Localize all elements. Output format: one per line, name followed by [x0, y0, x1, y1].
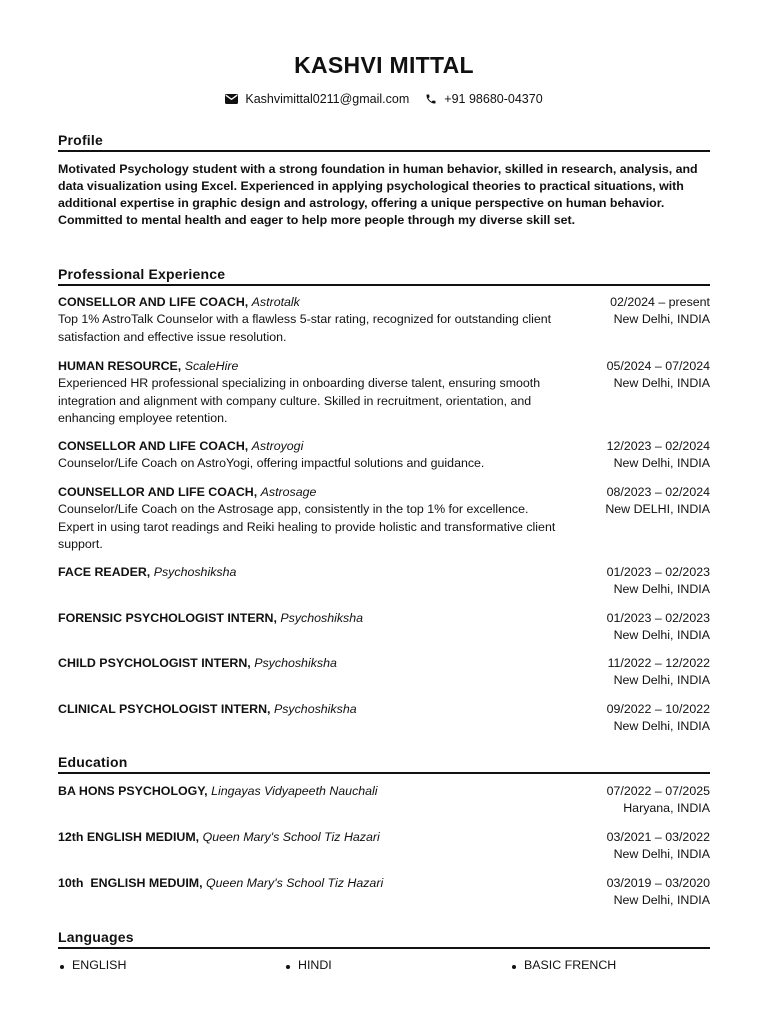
language-item: [60, 958, 126, 972]
language-item: [512, 958, 616, 972]
entry-location: New Delhi, INDIA: [613, 719, 710, 734]
entry-location: New DELHI, INDIA: [605, 502, 710, 517]
entry-description: Counselor/Life Coach on AstroYogi, offering impactful solutions and guidance.: [58, 456, 485, 471]
entry-degree: 12th ENGLISH MEDIUM,: [58, 830, 200, 844]
entry-degree: 10th ENGLISH MEDUIM,: [58, 876, 203, 890]
entry-dates: 07/2022 – 07/2025: [606, 784, 710, 798]
entry-organization: Astroyogi: [251, 439, 304, 453]
bullet-icon: [60, 965, 64, 969]
experience-entry: [58, 438, 710, 473]
bullet-icon: [512, 965, 516, 969]
contact-row: [58, 92, 710, 106]
entry-location: New Delhi, INDIA: [613, 582, 710, 597]
bullet-icon: [286, 965, 290, 969]
entry-location: New Delhi, INDIA: [613, 376, 710, 391]
entry-dates: 08/2023 – 02/2024: [606, 485, 710, 499]
entry-description: Counselor/Life Coach on the Astrosage app, consistently in the top 1% for excellence. Expert in using tarot readings and Reiki healing to provide holistic and transformative client support.: [58, 502, 556, 552]
language-label: BASIC FRENCH: [524, 958, 617, 972]
profile-heading: Profile: [58, 132, 710, 152]
experience-entry: [58, 610, 710, 643]
entry-dates: 03/2019 – 03/2020: [606, 876, 710, 890]
entry-role: COUNSELLOR AND LIFE COACH,: [58, 485, 258, 499]
entry-dates: 11/2022 – 12/2022: [607, 656, 710, 670]
education-entry: [58, 875, 710, 908]
entry-organization: Astrotalk: [251, 295, 300, 309]
entry-organization: Psychoshiksha: [273, 702, 357, 716]
entry-location: New Delhi, INDIA: [613, 847, 710, 862]
entry-institution: Lingayas Vidyapeeth Nauchali: [211, 784, 378, 798]
entry-institution: Queen Mary's School Tiz Hazari: [202, 830, 380, 844]
email-contact[interactable]: [225, 92, 409, 106]
entry-role: FACE READER,: [58, 565, 151, 579]
entry-role: FORENSIC PSYCHOLOGIST INTERN,: [58, 611, 277, 625]
entry-location: New Delhi, INDIA: [613, 628, 710, 643]
language-label: ENGLISH: [72, 958, 127, 972]
entry-dates: 02/2024 – present: [610, 295, 710, 309]
entry-organization: Astrosage: [260, 485, 317, 499]
language-item: [286, 958, 332, 972]
entry-role: HUMAN RESOURCE,: [58, 359, 182, 373]
experience-entry: [58, 701, 710, 734]
entry-dates: 09/2022 – 10/2022: [606, 702, 710, 716]
entry-location: New Delhi, INDIA: [613, 456, 710, 471]
entry-role: CONSELLOR AND LIFE COACH,: [58, 295, 249, 309]
experience-entry: [58, 655, 710, 688]
entry-institution: Queen Mary's School Tiz Hazari: [206, 876, 384, 890]
entry-location: New Delhi, INDIA: [613, 673, 710, 688]
profile-summary: Motivated Psychology student with a strong foundation in human behavior, skilled in research, analysis, and data visualization using Excel. Experienced in applying psychological theories to practical situations, with additional expertise in graphic design and astrology, offering a unique perspective on human behavior. Committed to mental health and eager to help more people through my diverse skill set.: [58, 162, 698, 227]
candidate-name: KASHVI MITTAL: [294, 52, 474, 78]
experience-entry: [58, 294, 710, 346]
language-label: HINDI: [298, 958, 332, 972]
experience-entry: [58, 564, 710, 597]
entry-role: CONSELLOR AND LIFE COACH,: [58, 439, 249, 453]
phone-icon: [425, 93, 437, 105]
entry-organization: Psychoshiksha: [280, 611, 364, 625]
entry-role: CLINICAL PSYCHOLOGIST INTERN,: [58, 702, 271, 716]
email-text[interactable]: Kashvimittal0211@gmail.com: [245, 92, 410, 106]
phone-contact[interactable]: [425, 92, 542, 106]
entry-description: Experienced HR professional specializing in onboarding diverse talent, ensuring smooth integration and alignment with company culture. Skilled in recruitment, orientation, and enhancing employee retention.: [58, 376, 541, 426]
education-heading: Education: [58, 754, 710, 774]
entry-organization: ScaleHire: [184, 359, 239, 373]
entry-dates: 03/2021 – 03/2022: [606, 830, 710, 844]
entry-degree: BA HONS PSYCHOLOGY,: [58, 784, 208, 798]
languages-heading: Languages: [58, 929, 710, 949]
entry-dates: 12/2023 – 02/2024: [606, 439, 710, 453]
entry-organization: Psychoshiksha: [254, 656, 337, 670]
education-entry: [58, 783, 710, 816]
experience-heading: Professional Experience: [58, 266, 710, 286]
entry-location: New Delhi, INDIA: [613, 312, 710, 327]
experience-entry: [58, 358, 710, 428]
phone-text[interactable]: +91 98680-04370: [444, 92, 543, 106]
entry-location: Haryana, INDIA: [623, 801, 710, 816]
entry-dates: 01/2023 – 02/2023: [606, 611, 710, 625]
entry-role: CHILD PSYCHOLOGIST INTERN,: [58, 656, 251, 670]
envelope-icon: [225, 94, 238, 104]
entry-location: New Delhi, INDIA: [613, 893, 710, 908]
entry-dates: 01/2023 – 02/2023: [606, 565, 710, 579]
experience-entry: [58, 484, 710, 554]
entry-dates: 05/2024 – 07/2024: [606, 359, 710, 373]
entry-organization: Psychoshiksha: [153, 565, 237, 579]
entry-description: Top 1% AstroTalk Counselor with a flawless 5-star rating, recognized for outstanding client satisfaction and effective issue resolution.: [58, 312, 552, 344]
education-entry: [58, 829, 710, 862]
